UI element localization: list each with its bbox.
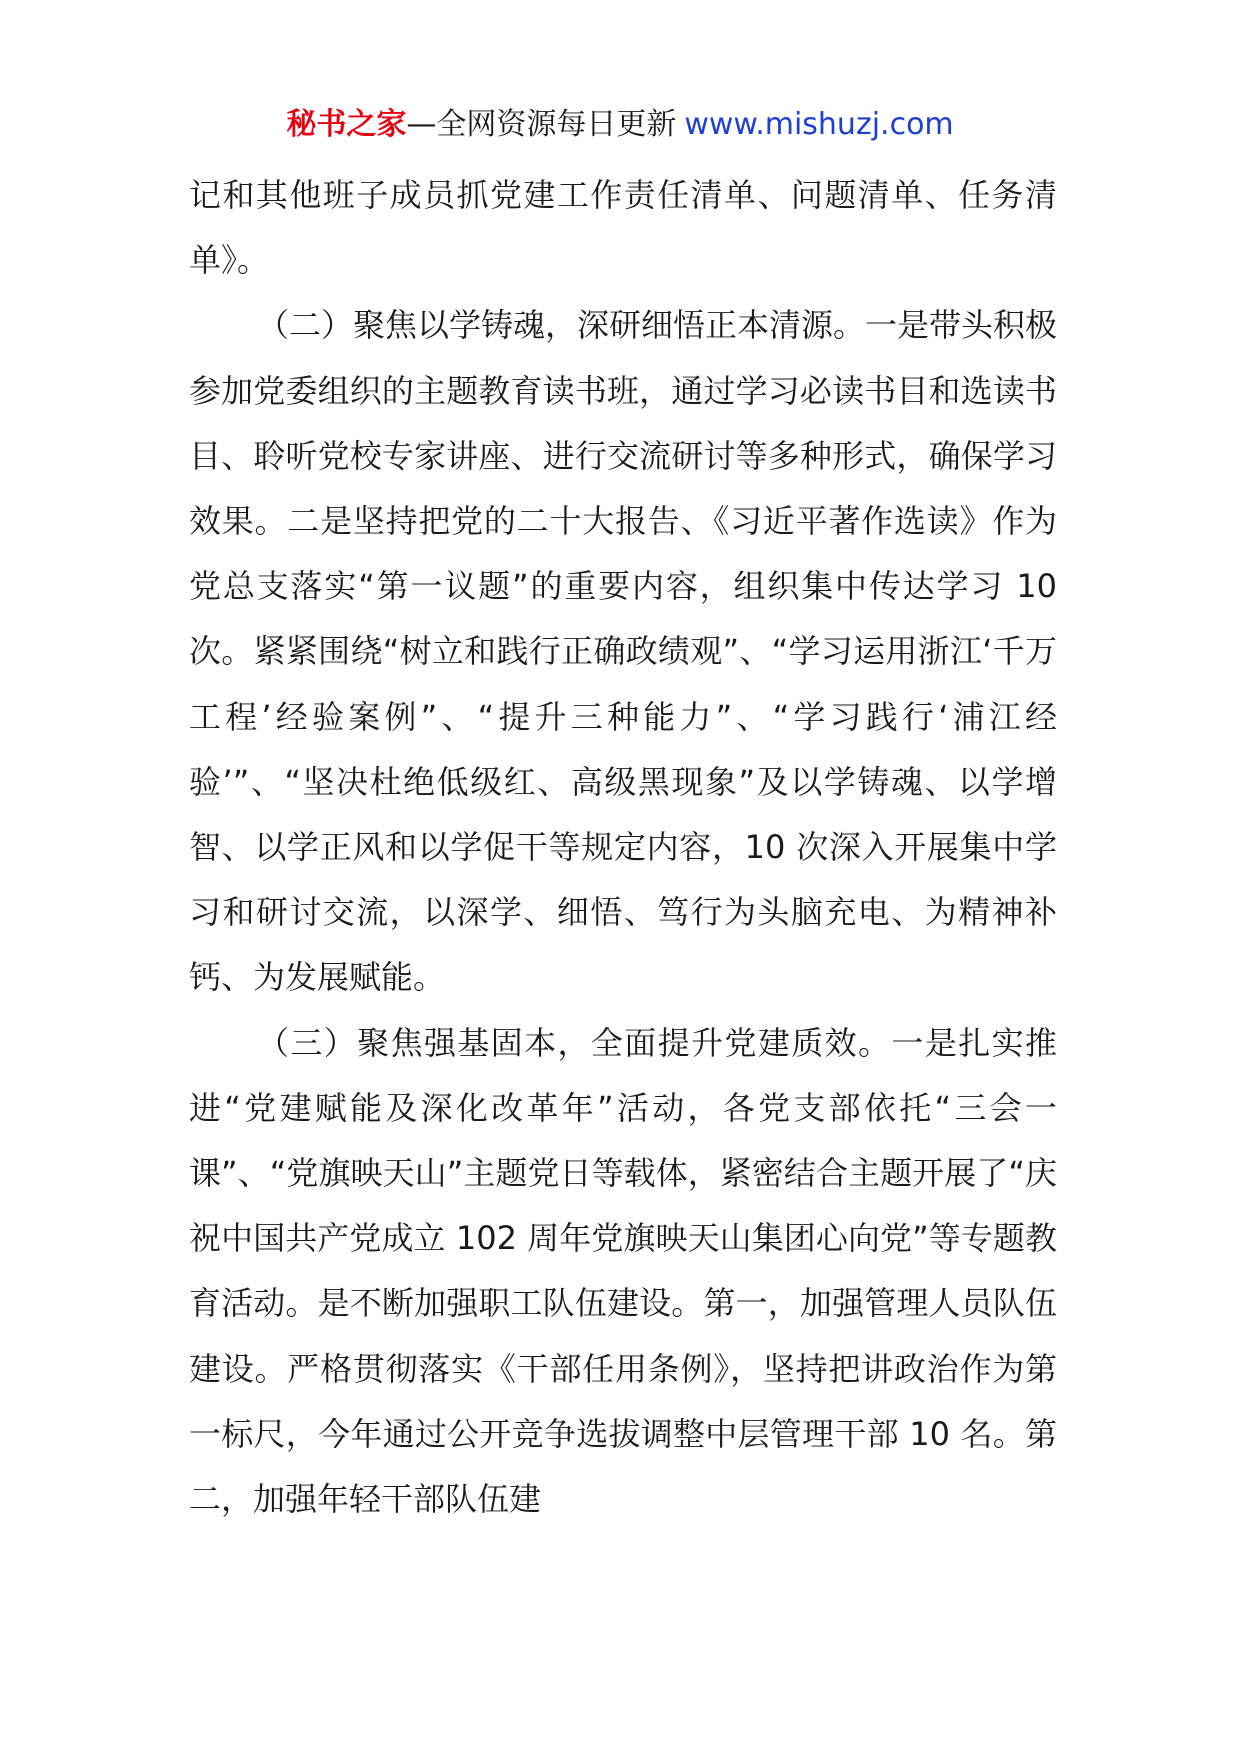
site-header: [0, 100, 1240, 150]
site-url-link[interactable]: www.mishuzj.com: [684, 107, 954, 142]
paragraph-continuation: 记和其他班子成员抓党建工作责任清单、问题清单、任务清单》。: [189, 176, 1057, 280]
paragraph-section-3: （三）聚焦强基固本，全面提升党建质效。一是扎实推进“党建赋能及深化改革年”活动，各党支部依托“三会一课”、“党旗映天山”主题党日等载体，紧密结合主题开展了“庆祝中国共产党成立 102 周年党旗映天山集团心向党”等专题教育活动。是不断加强职工队伍建设。第一，加强管理人员队伍建设。严格贯彻落实《干部任用条例》，坚持把讲政治作为第一标尺，今年通过公开竞争选拔调整中层管理干部 10 名。第二，加强年轻干部队伍建: [189, 1023, 1057, 1519]
document-body: [189, 163, 1057, 1532]
site-tagline: —全网资源每日更新: [406, 107, 677, 142]
site-brand: 秘书之家: [286, 107, 407, 142]
paragraph-section-2: （二）聚焦以学铸魂，深研细悟正本清源。一是带头积极参加党委组织的主题教育读书班，通过学习必读书目和选读书目、聆听党校专家讲座、进行交流研讨等多种形式，确保学习效果。二是坚持把党的二十大报告、《习近平著作选读》作为党总支落实“第一议题”的重要内容，组织集中传达学习 10 次。紧紧围绕“树立和践行正确政绩观”、“学习运用浙江‘千万工程’经验案例”、“提升三种能力”、“学习践行‘浦江经验’”、“坚决杜绝低级红、高级黑现象”及以学铸魂、以学增智、以学正风和以学促干等规定内容，10 次深入开展集中学习和研讨交流，以深学、细悟、笃行为头脑充电、为精神补钙、为发展赋能。: [189, 306, 1058, 997]
